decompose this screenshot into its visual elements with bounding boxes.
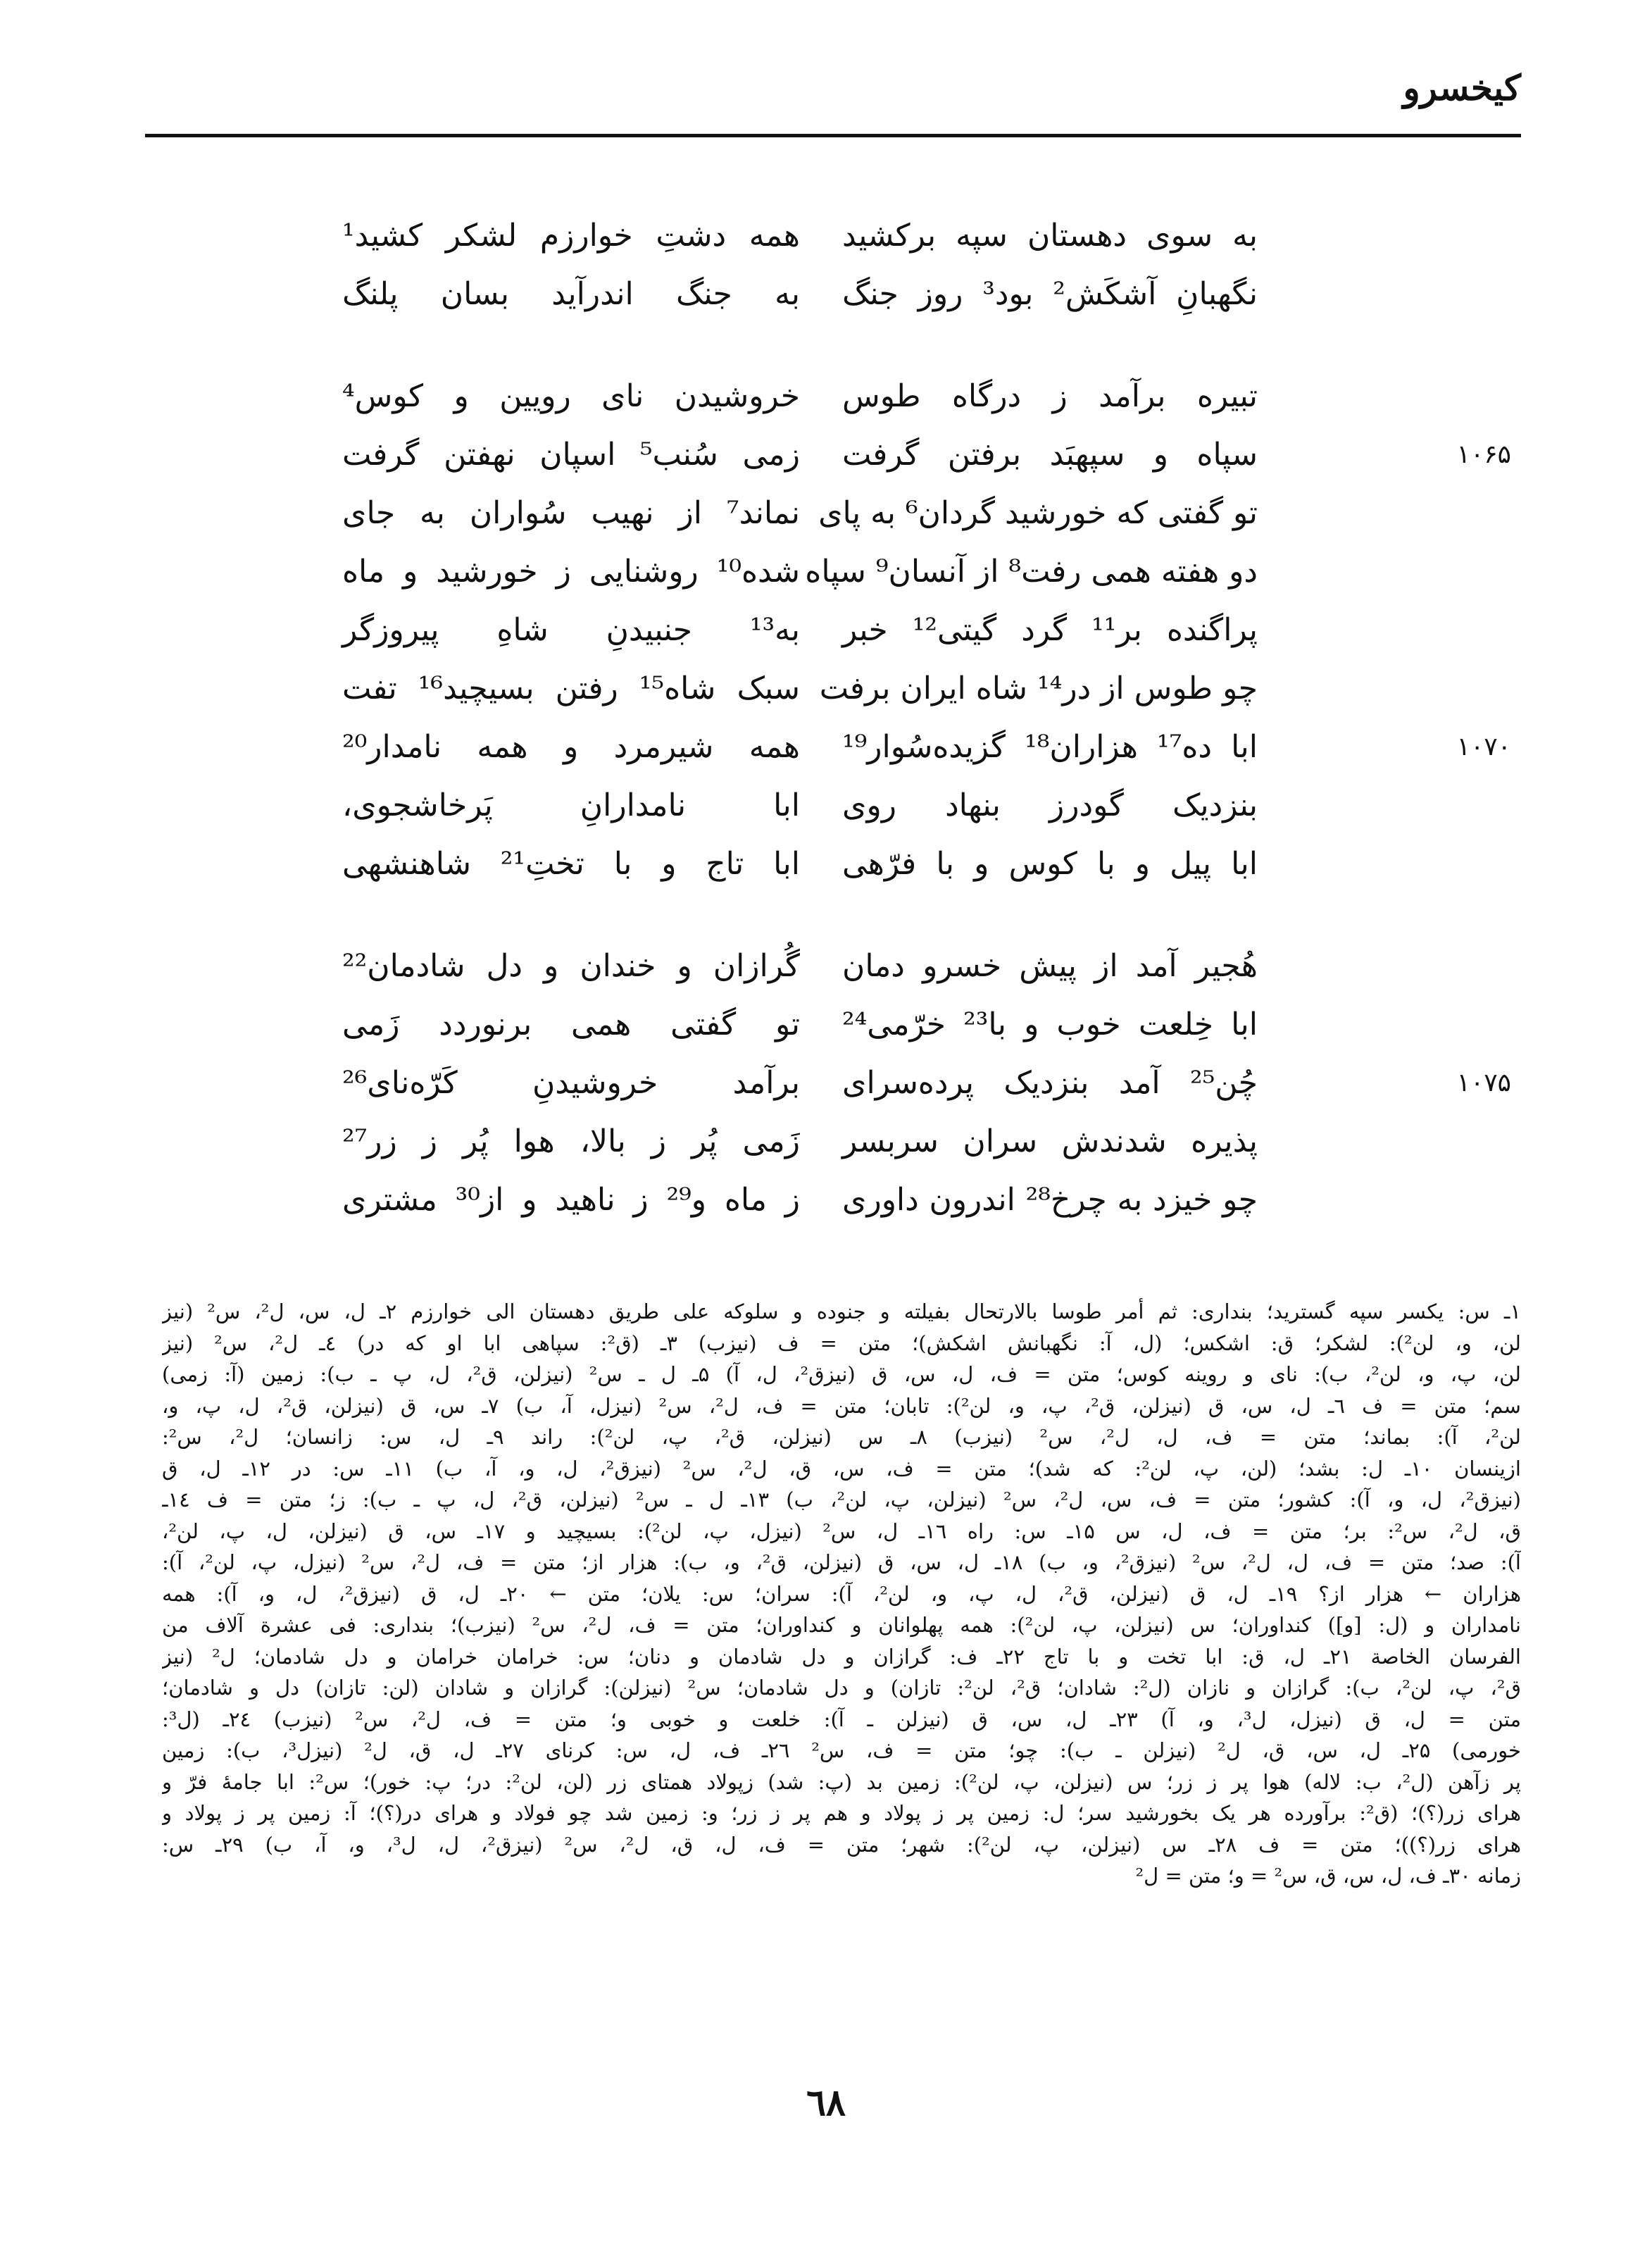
first-hemistich: نگهبانِ آشکَش² بود³ روز جنگ <box>842 276 1258 312</box>
verse-number: ۱۰۷۰ <box>1456 733 1511 761</box>
page-number: ٦٨ <box>806 2081 846 2124</box>
second-hemistich: به جنگ اندرآید بسان پلنگ <box>342 276 800 312</box>
footnote-line: پر زآهن (ل²، ب: لاله) هوا پر ز زر؛ س (نیزلن، پ، لن²): زمین بد (پ: شد) زپولاد همتای زر (لن، لن²: در؛ پ: خور)؛ س²: ابا جامهٔ فرّ و <box>162 1769 1521 1794</box>
verse-line <box>0 204 1652 268</box>
footnote-line: متن = ل، ق (نیزل، ل³، و، آ) ۲۳ـ ل، س، ق (نیزلن ـ آ): خلعت و خوبی و؛ متن = ف، ل²، س² (نیزب) ۲٤ـ (ل³: <box>162 1707 1521 1731</box>
verse-line <box>0 833 1652 896</box>
verse-line <box>0 263 1652 326</box>
second-hemistich: سبک شاه¹⁵ رفتن بسیچید¹⁶ تفت <box>342 671 800 706</box>
footnote-line: هرای زر(؟)؛ (ق²: برآورده هر یک بخورشید سر؛ ل: زمین پر ز پولاد و هم پر ز زر؛ و: زمین شد چو فولاد و هرای در(؟)؛ آ: زمین پر ز پولاد و <box>162 1801 1521 1825</box>
first-hemistich: به سوی دهستان سپه برکشید <box>842 218 1258 254</box>
footnote-line: ق، ل²، س²: بر؛ متن = ف، ل، س ۱۵ـ س: راه ۱٦ـ ل، س² (نیزل، پ، لن²): بسیچید و ۱۷ـ س، ق (نیزلن، ل، پ، لن²، <box>162 1519 1521 1543</box>
verse-line <box>0 423 1652 487</box>
footnote-line: لن، و، لن²): لشکر؛ ق: اشکس؛ (ل، آ: نگهبانش اشکش)؛ متن = ف (نیزب) ۳ـ (ق²: سپاهی ابا او که در) ٤ـ ل²، س² (نیز <box>162 1331 1521 1355</box>
verse-number: ۱۰۷۵ <box>1456 1068 1511 1097</box>
verse-line <box>0 657 1652 721</box>
first-hemistich: پراگنده بر¹¹ گرد گیتی¹² خبر <box>842 612 1258 648</box>
first-hemistich: سپاه و سپهبَد برفتن گرفت <box>842 437 1258 473</box>
header-rule <box>145 134 1521 137</box>
second-hemistich: تو گفتی همی برنوردد زَمی <box>342 1007 800 1042</box>
footnote-line: لن²، آ): بماند؛ متن = ف، ل، ل²، س² (نیزب) ۸ـ س (نیزلن، ق²، پ، لن²): راند ۹ـ ل، س: زانسان؛ ل²، س²: <box>162 1425 1521 1449</box>
first-hemistich: ابا ده¹⁷ هزاران¹⁸ گزیده‌سُوار¹⁹ <box>842 729 1258 765</box>
verse-line <box>0 482 1652 545</box>
first-hemistich: تبیره برآمد ز درگاه طوس <box>842 378 1258 414</box>
second-hemistich: گُرازان و خندان و دل شادمان²² <box>342 948 800 984</box>
first-hemistich: چُن²⁵ آمد بنزدیک پرده‌سرای <box>842 1065 1258 1101</box>
first-hemistich: تو گفتی که خورشید گردان⁶ به پای <box>818 495 1258 531</box>
footnote-line: خورمی) ۲۵ـ ل، س، ق، ل² (نیزلن ـ ب): چو؛ متن = ف، س² ۲٦ـ ف، ل، س: کرنای ۲۷ـ ل، ق، ل² (نیزل³، ب): زمین <box>162 1738 1521 1762</box>
second-hemistich: نماند⁷ از نهیب سُواران به جای <box>342 495 800 531</box>
second-hemistich: ابا نامدارانِ پَرخاشجوی، <box>342 787 800 823</box>
verse-line <box>0 1169 1652 1232</box>
footnote-line: هزاران ← هزار از؟ ۱۹ـ ل، ق (نیزلن، ق²، ل، پ، و، لن²، آ): سران؛ س: یلان؛ متن ← ۲۰ـ ل، ق (نیزق²، ل، و، آ): همه <box>162 1581 1521 1606</box>
footnote-line: ق²، پ، لن²، ب): گرازان و نازان (ل²: شادان؛ ق²، لن²: تازان) و دل شادمان؛ س² (نیزلن): گرازان و شادان (لن: تازان) دل و شادمان؛ <box>162 1676 1521 1700</box>
second-hemistich: ابا تاج و با تختِ²¹ شاهنشهی <box>342 846 800 882</box>
second-hemistich: ز ماه و²⁹ ز ناهید و از³⁰ مشتری <box>342 1182 800 1218</box>
footnote-line: زمانه ۳۰ـ ف، ل، س، ق، س² = و؛ متن = ل² <box>1135 1864 1521 1888</box>
first-hemistich: ابا خِلعت خوب و با²³ خرّمی²⁴ <box>842 1007 1258 1042</box>
footnote-line: الفرسان الخاصة ۲۱ـ ل، ق: ابا تخت و با تاج ۲۲ـ ف: گرازان و دل شادمان و دنان؛ س: خرامان خرامان و دل شادمان؛ ل² (نیز <box>162 1644 1521 1669</box>
first-hemistich: ابا پیل و با کوس و با فرّهی <box>842 846 1258 882</box>
footnote-line: سم؛ متن = ف ٦ـ ل، س، ق (نیزلن، ق²، پ، و، لن²): تابان؛ متن = ف، ل²، س² (نیزل، آ، ب) ۷ـ س، ق (نیزلن، ق²، ل، پ، و، <box>162 1393 1521 1418</box>
first-hemistich: چو خیزد به چرخ²⁸ اندرون داوری <box>842 1182 1258 1218</box>
footnote-line: هرای زر(؟))؛ متن = ف ۲۸ـ س (نیزلن، پ، لن²): شهر؛ متن = ف، ل، ق، ل²، س² (نیزق²، ل، ل³، و، آ، ب) ۲۹ـ س: <box>162 1832 1521 1857</box>
second-hemistich: زَمی پُر ز بالا، هوا پُر ز زر²⁷ <box>342 1123 800 1159</box>
verse-line <box>0 716 1652 779</box>
verse-line <box>0 935 1652 998</box>
footnote-line: نامداران و (ل: [و]) کنداوران؛ س (نیزلن، پ، لن²): همه پهلوانان و کنداوران؛ متن = ف، ل²، س² (نیزب)؛ بنداری: فی عشرة آلاف من <box>162 1613 1521 1637</box>
first-hemistich: بنزدیک گودرز بنهاد روی <box>842 787 1258 823</box>
running-title: کیخسرو <box>1403 67 1521 108</box>
verse-line <box>0 599 1652 662</box>
second-hemistich: همه شیرمرد و همه نامدار²⁰ <box>342 729 800 765</box>
verse-line <box>0 365 1652 428</box>
verse-line <box>0 993 1652 1057</box>
first-hemistich: دو هفته همی رفت⁸ از آنسان⁹ سپاه <box>805 554 1258 590</box>
first-hemistich: هُجیر آمد از پیش خسرو دمان <box>842 948 1258 984</box>
first-hemistich: چو طوس از در¹⁴ شاه ایران برفت <box>819 671 1258 706</box>
verse-number: ۱۰۶۵ <box>1456 440 1511 469</box>
second-hemistich: شده¹⁰ روشنایی ز خورشید و ماه <box>342 554 800 590</box>
footnote-line: لن، پ، و، لن²، ب): نای و روینه کوس؛ متن = ف، ل، س، ق (نیزق²، ل، آ) ۵ـ ل ـ س² (نیزلن، ق²، ل، پ ـ ب): زمین (آ: زمی) <box>162 1362 1521 1386</box>
footnotes-apparatus <box>162 1296 1521 1892</box>
verse-line <box>0 540 1652 604</box>
first-hemistich: پذیره شدندش سران سربسر <box>842 1123 1258 1159</box>
verse-line <box>0 774 1652 837</box>
second-hemistich: خروشیدن نای رویین و کوس⁴ <box>342 378 800 414</box>
second-hemistich: زمی سُنب⁵ اسپان نهفتن گرفت <box>342 437 800 473</box>
footnote-line: آ): صد؛ متن = ف، ل، ل²، س² (نیزق²، و، ب) ۱۸ـ ل، س، ق (نیزلن، ق²، و، ب): هزار از؛ متن = ف، ل²، س² (نیزل، پ، لن²، آ): <box>162 1550 1521 1574</box>
footnote-line: ۱ـ س: یکسر سپه گسترید؛ بنداری: ثم أمر طوسا بالارتحال بفیلته و جنوده و سلوکه علی طریق دهستان الی خوارزم ۲ـ ل، س، ل²، س² (نیز <box>162 1300 1521 1323</box>
second-hemistich: برآمد خروشیدنِ کَرّه‌نای²⁶ <box>342 1065 800 1101</box>
verse-line <box>0 1110 1652 1173</box>
footnote-line: ازینسان ۱۰ـ ل: بشد؛ (لن، پ، لن²: که شد)؛ متن = ف، س، ق، ل²، س² (نیزق²، ل، و، آ، ب) ۱۱ـ س: در ۱۲ـ ل، ق <box>162 1456 1521 1481</box>
verse-line <box>0 1052 1652 1115</box>
footnote-line: (نیزق²، ل، و، آ): کشور؛ متن = ف، س، ل²، س² (نیزلن، پ، لن²، ب) ۱۳ـ ل ـ س² (نیزلن، ق²، ل، پ ـ ب): ز؛ متن = ف ۱٤ـ <box>162 1488 1521 1512</box>
second-hemistich: همه دشتِ خوارزم لشکر کشید¹ <box>342 218 800 254</box>
second-hemistich: به¹³ جنبیدنِ شاهِ پیروزگر <box>342 612 800 648</box>
